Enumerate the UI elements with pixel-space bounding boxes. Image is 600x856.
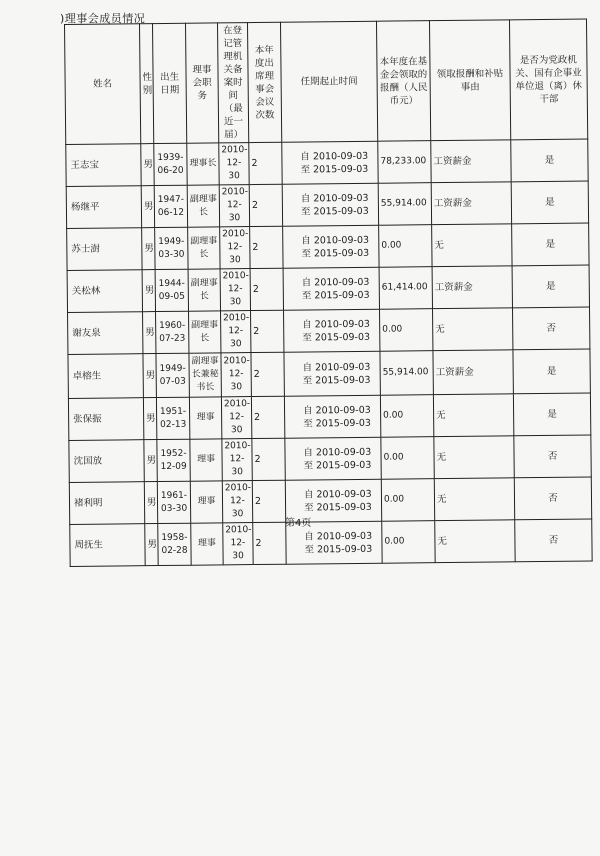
cell-gender: 男 <box>142 228 155 270</box>
cell-attendance: 2 <box>251 396 284 438</box>
cell-role: 副理事长 <box>187 185 219 227</box>
cell-gender: 男 <box>141 186 154 228</box>
table-row <box>67 223 589 270</box>
cell-reason: 无 <box>433 308 513 351</box>
cell-registered: 2010-12-30 <box>222 439 252 481</box>
cell-term <box>283 225 379 268</box>
cell-retired: 是 <box>512 223 589 266</box>
cell-gender: 男 <box>145 524 158 566</box>
cell-attendance: 2 <box>253 522 286 564</box>
cell-pay: 55,914.00 <box>380 351 433 396</box>
header-pay: 本年度在基金会领取的报酬（人民币元） <box>376 21 430 142</box>
cell-registered: 2010-12-30 <box>221 353 251 397</box>
term-from: 自 2010-09-03 <box>300 150 369 163</box>
header-retired: 是否为党政机关、国有企事业单位退（离）休干部 <box>509 19 587 140</box>
board-members-table-wrap <box>64 19 593 567</box>
cell-registered: 2010-12-30 <box>221 397 251 439</box>
cell-reason: 无 <box>433 394 513 437</box>
term-to: 至 2015-09-03 <box>301 289 370 302</box>
cell-role: 理事 <box>189 397 221 439</box>
cell-term <box>285 437 381 480</box>
term-from: 自 2010-09-03 <box>303 488 372 501</box>
page-number: 第4页 <box>285 518 312 529</box>
cell-birth: 1960-07-23 <box>156 311 189 353</box>
term-to: 至 2015-09-03 <box>302 331 371 344</box>
cell-birth: 1947-06-12 <box>154 185 187 227</box>
term-to: 至 2015-09-03 <box>302 374 371 387</box>
cell-reason: 工资薪金 <box>433 350 513 395</box>
cell-attendance: 2 <box>252 438 285 480</box>
cell-gender: 男 <box>141 144 154 186</box>
term-to: 至 2015-09-03 <box>301 247 370 260</box>
term-to: 至 2015-09-03 <box>304 543 373 556</box>
cell-attendance: 2 <box>249 184 282 226</box>
cell-birth: 1939-06-20 <box>154 143 187 185</box>
cell-attendance: 2 <box>250 268 283 310</box>
cell-retired: 是 <box>513 393 590 436</box>
cell-role: 理事 <box>191 523 223 565</box>
cell-reason: 工资薪金 <box>432 266 512 309</box>
term-to: 至 2015-09-03 <box>303 417 371 430</box>
header-reason: 领取报酬和补贴事由 <box>429 20 510 141</box>
cell-retired: 是 <box>511 139 588 182</box>
cell-role: 副理事长 <box>189 311 221 353</box>
cell-pay: 0.00 <box>381 479 434 522</box>
term-from: 自 2010-09-03 <box>302 318 370 331</box>
cell-registered: 2010-12-30 <box>220 269 250 311</box>
table-row <box>69 435 591 482</box>
cell-name: 卓榕生 <box>68 354 143 399</box>
cell-retired: 是 <box>512 265 589 308</box>
cell-attendance: 2 <box>251 352 284 396</box>
cell-gender: 男 <box>144 482 157 524</box>
header-name: 姓名 <box>65 24 141 145</box>
term-to: 至 2015-09-03 <box>300 163 369 176</box>
table-row <box>66 181 588 228</box>
cell-attendance: 2 <box>250 226 283 268</box>
cell-term <box>284 395 380 438</box>
term-from: 自 2010-09-03 <box>303 446 372 459</box>
cell-attendance: 2 <box>252 480 285 522</box>
term-to: 至 2015-09-03 <box>300 205 369 218</box>
table-row <box>69 477 591 524</box>
section-title: )理事会成员情况 <box>60 12 146 25</box>
table-row <box>67 265 589 312</box>
cell-gender: 男 <box>143 354 156 398</box>
cell-name: 褚利明 <box>69 482 144 525</box>
cell-role: 副理事长 <box>188 227 220 269</box>
cell-name: 苏士澍 <box>67 228 142 271</box>
cell-registered: 2010-12-30 <box>221 311 251 353</box>
table-header-row <box>65 19 588 144</box>
cell-role: 理事 <box>190 439 222 481</box>
cell-birth: 1949-03-30 <box>155 227 188 269</box>
table-row <box>70 519 592 566</box>
cell-name: 谢友泉 <box>68 312 143 355</box>
cell-gender: 男 <box>143 398 156 440</box>
cell-pay: 0.00 <box>381 437 434 480</box>
cell-retired: 否 <box>512 307 589 350</box>
term-to: 至 2015-09-03 <box>303 459 372 472</box>
cell-role: 副理事长兼秘书长 <box>189 353 221 397</box>
cell-registered: 2010-12-30 <box>223 523 253 565</box>
cell-reason: 工资薪金 <box>431 140 511 183</box>
header-gender: 性别 <box>140 24 154 144</box>
cell-birth: 1952-12-09 <box>157 439 190 481</box>
cell-retired: 否 <box>514 435 591 478</box>
term-to: 至 2015-09-03 <box>304 501 372 514</box>
cell-term <box>282 183 378 226</box>
board-members-table <box>64 19 593 567</box>
cell-term <box>284 309 380 352</box>
cell-pay: 0.00 <box>380 395 433 438</box>
cell-birth: 1944-09-05 <box>155 269 188 311</box>
cell-term <box>284 351 380 396</box>
table-row <box>68 307 590 354</box>
cell-pay: 61,414.00 <box>379 267 432 310</box>
cell-role: 理事长 <box>187 143 219 185</box>
cell-name: 沈国放 <box>69 440 144 483</box>
cell-attendance: 2 <box>251 310 284 352</box>
cell-term <box>283 267 379 310</box>
term-from: 自 2010-09-03 <box>304 530 373 543</box>
cell-reason: 无 <box>435 520 515 563</box>
cell-name: 张保振 <box>68 398 143 441</box>
cell-birth: 1951-02-13 <box>156 397 189 439</box>
table-row <box>66 139 588 186</box>
cell-birth: 1961-03-30 <box>157 481 190 523</box>
header-role: 理事会职务 <box>185 23 218 143</box>
cell-gender: 男 <box>144 440 157 482</box>
cell-term <box>282 141 378 184</box>
cell-reason: 无 <box>434 436 514 479</box>
table-row <box>68 393 590 440</box>
cell-reason: 工资薪金 <box>431 182 511 225</box>
term-from: 自 2010-09-03 <box>302 361 371 374</box>
cell-role: 理事 <box>190 481 222 523</box>
cell-pay: 78,233.00 <box>378 141 431 184</box>
cell-reason: 无 <box>434 478 514 521</box>
cell-gender: 男 <box>143 312 156 354</box>
cell-registered: 2010-12-30 <box>220 227 250 269</box>
cell-name: 王志宝 <box>66 144 141 187</box>
cell-pay: 55,914.00 <box>378 183 431 226</box>
cell-gender: 男 <box>142 270 155 312</box>
cell-registered: 2010-12-30 <box>222 481 252 523</box>
term-from: 自 2010-09-03 <box>301 234 370 247</box>
cell-birth: 1958-02-28 <box>158 523 191 565</box>
term-from: 自 2010-09-03 <box>301 276 370 289</box>
cell-registered: 2010-12-30 <box>219 185 249 227</box>
header-term: 任期起止时间 <box>280 21 377 142</box>
term-from: 自 2010-09-03 <box>303 404 371 417</box>
cell-retired: 否 <box>515 519 592 562</box>
term-from: 自 2010-09-03 <box>300 192 369 205</box>
cell-reason: 无 <box>432 224 512 267</box>
cell-birth: 1949-07-03 <box>156 353 189 397</box>
cell-retired: 是 <box>513 349 590 394</box>
cell-attendance: 2 <box>249 142 282 184</box>
cell-pay: 0.00 <box>382 521 435 564</box>
cell-name: 周抚生 <box>70 524 145 567</box>
cell-retired: 是 <box>511 181 588 224</box>
cell-name: 关松林 <box>67 270 142 313</box>
header-birth: 出生日期 <box>153 23 187 143</box>
cell-role: 副理事长 <box>188 269 220 311</box>
cell-retired: 否 <box>514 477 591 520</box>
header-attendance: 本年度出席理事会会议次数 <box>247 22 281 142</box>
cell-pay: 0.00 <box>379 225 432 268</box>
cell-name: 杨继平 <box>66 186 141 229</box>
cell-pay: 0.00 <box>380 309 433 352</box>
header-registered: 在登记管理机关备案时间（最近一届） <box>217 23 248 143</box>
table-row <box>68 349 590 398</box>
cell-registered: 2010-12-30 <box>219 143 249 185</box>
